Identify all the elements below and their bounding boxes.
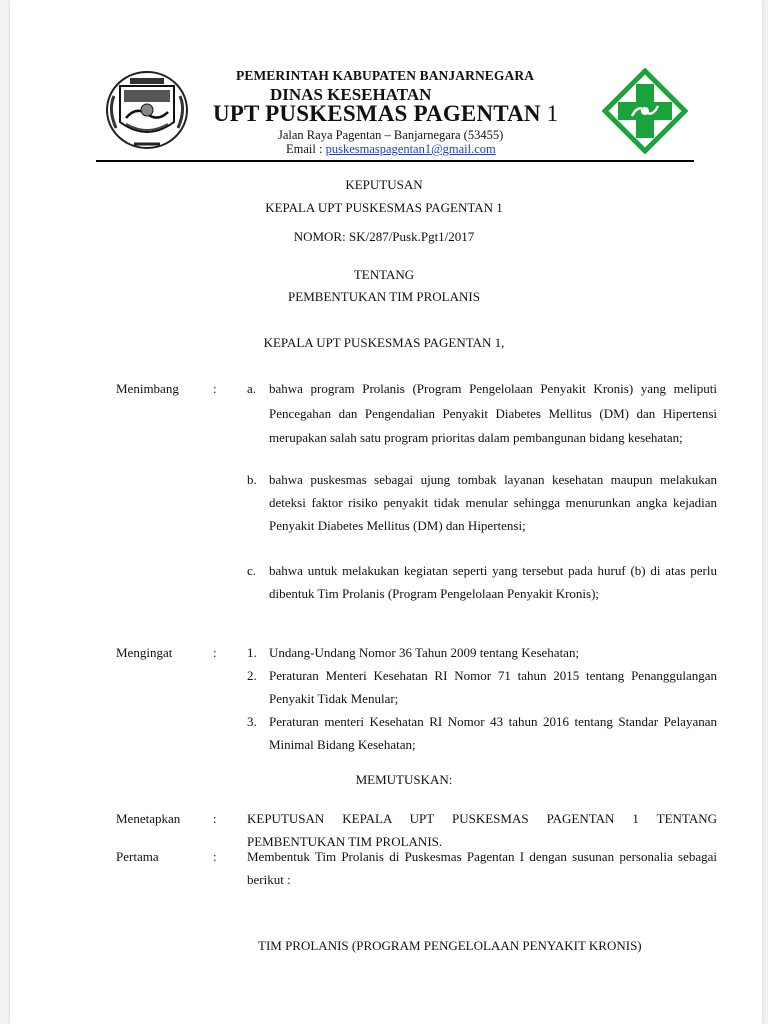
mengingat-marker-1: 1. [247,645,257,660]
province-name: PEMERINTAH KABUPATEN BANJARNEGARA [236,68,535,83]
header-divider [96,160,694,162]
memutuskan-heading: MEMUTUSKAN: [355,772,453,787]
pertama-text: Membentuk Tim Prolanis di Puskesmas Pagentan I dengan susunan personalia sebagai berikut : [247,849,717,887]
decree-number: NOMOR: SK/287/Pusk.Pgt1/2017 [293,229,475,244]
pertama-colon: : [213,849,217,864]
menimbang-marker-b: b. [247,472,257,487]
menimbang-item-b: bahwa puskesmas sebagai ujung tombak layanan kesehatan maupun melakukan deteksi faktor risiko penyakit tidak menular sehingga menurunkan angka kejadian Penyakit Diabetes Mellitus (DM) dan Hipertensi; [269,472,717,533]
institution-number: 1 [540,101,559,126]
mengingat-item-3: Peraturan menteri Kesehatan RI Nomor 43 tahun 2016 tentang Standar Pelayanan Minimal Bidang Kesehatan; [269,714,717,752]
email-line [286,142,496,157]
decree-title: KEPUTUSAN [345,177,423,192]
mengingat-colon: : [213,645,217,660]
menimbang-item-a: bahwa program Prolanis (Program Pengelolaan Penyakit Kronis) yang meliputi Pencegahan dan Pengendalian Penyakit Diabetes Mellitus (DM) dan Hipertensi merupakan salah satu program prioritas dalam pembangunan bidang kesehatan; [269,381,717,445]
menimbang-marker-a: a. [247,381,257,396]
decree-about-label: TENTANG [353,267,415,282]
address: Jalan Raya Pagentan – Banjarnegara (53455) [278,128,504,142]
puskesmas-cross-logo [602,68,688,154]
mengingat-label: Mengingat [116,645,173,660]
decree-preamble: KEPALA UPT PUSKESMAS PAGENTAN 1, [263,335,505,350]
menimbang-label: Menimbang [116,381,179,396]
institution-name [213,101,558,127]
tim-prolanis-heading: TIM PROLANIS (PROGRAM PENGELOLAAN PENYAKIT KRONIS) [258,938,642,953]
menetapkan-label: Menetapkan [116,811,181,826]
menimbang-colon: : [213,381,217,396]
email-link[interactable]: puskesmaspagentan1@gmail.com [325,142,496,156]
menetapkan-text: KEPUTUSAN KEPALA UPT PUSKESMAS PAGENTAN 1 TENTANG PEMBENTUKAN TIM PROLANIS. [247,811,717,849]
menetapkan-colon: : [213,811,217,826]
institution-main: UPT PUSKESMAS PAGENTAN [213,101,541,126]
pertama-label: Pertama [116,849,159,864]
department-name: DINAS KESEHATAN [270,85,432,104]
menimbang-item-c: bahwa untuk melakukan kegiatan seperti yang tersebut pada huruf (b) di atas perlu dibentuk Tim Prolanis (Program Pengelolaan Penyakit Kronis); [269,563,717,601]
mengingat-marker-3: 3. [247,714,257,729]
decree-subject: PEMBENTUKAN TIM PROLANIS [288,289,480,304]
decree-issuer: KEPALA UPT PUSKESMAS PAGENTAN 1 [265,200,503,215]
menimbang-marker-c: c. [247,563,257,578]
mengingat-marker-2: 2. [247,668,257,683]
mengingat-item-2: Peraturan Menteri Kesehatan RI Nomor 71 tahun 2015 tentang Penanggulangan Penyakit Tidak Menular; [269,668,717,706]
regency-seal-logo [104,66,190,152]
mengingat-item-1: Undang-Undang Nomor 36 Tahun 2009 tentang Kesehatan; [269,645,580,660]
email-label: Email : [286,142,326,156]
